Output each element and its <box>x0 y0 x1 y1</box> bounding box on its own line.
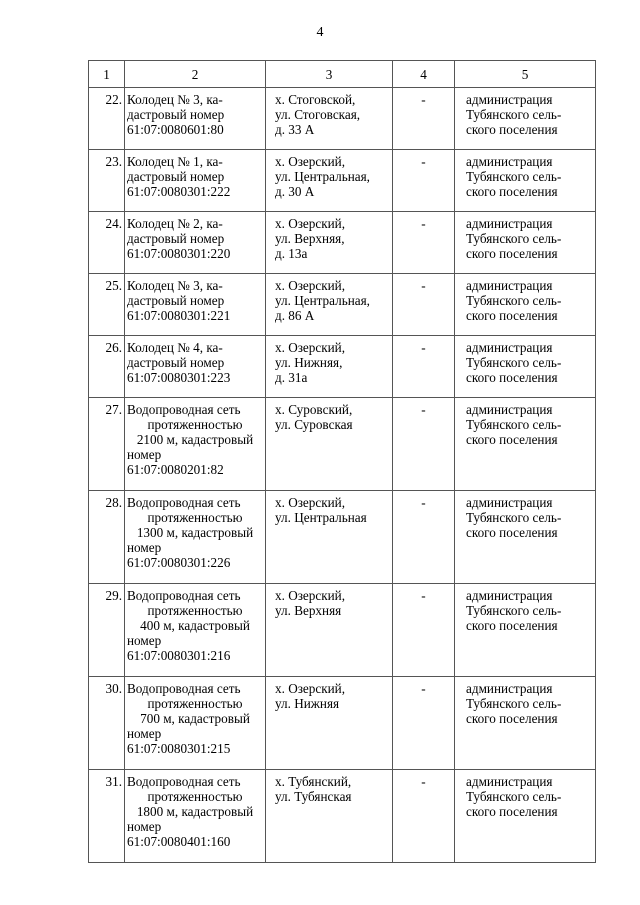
table-row <box>89 491 596 584</box>
row-number-cell: 24. <box>89 212 125 274</box>
table-row <box>89 274 596 336</box>
owner-line: администрация <box>466 588 553 603</box>
table-row <box>89 770 596 863</box>
object-description-line: Колодец № 4, ка- <box>127 340 223 355</box>
column-4-cell: - <box>393 88 455 150</box>
object-description-line: Водопроводная сеть <box>127 681 241 696</box>
object-description-line: 61:07:0080401:160 <box>127 834 231 849</box>
address-cell <box>266 584 393 677</box>
address-line: х. Озерский, <box>275 340 346 355</box>
object-description-cell <box>125 584 266 677</box>
object-description-line: дастровый номер <box>127 231 225 246</box>
address-line: ул. Стоговская, <box>275 107 361 122</box>
table-row <box>89 150 596 212</box>
row-number-cell: 25. <box>89 274 125 336</box>
table-row <box>89 677 596 770</box>
owner-line: администрация <box>466 495 553 510</box>
column-4-cell: - <box>393 677 455 770</box>
address-line: ул. Нижняя, <box>275 355 343 370</box>
address-cell <box>266 677 393 770</box>
object-description-line: Колодец № 2, ка- <box>127 216 223 231</box>
object-description-line: 2100 м, кадастровый <box>136 432 254 447</box>
object-description-line: дастровый номер <box>127 355 225 370</box>
address-cell <box>266 398 393 491</box>
owner-line: администрация <box>466 278 553 293</box>
object-description-line: 61:07:0080301:221 <box>127 308 231 323</box>
row-number-cell: 29. <box>89 584 125 677</box>
address-line: х. Озерский, <box>275 681 346 696</box>
header-cell-1: 1 <box>89 61 125 88</box>
address-cell <box>266 336 393 398</box>
object-description-line: дастровый номер <box>127 107 225 122</box>
address-line: х. Озерский, <box>275 495 346 510</box>
address-cell <box>266 770 393 863</box>
column-4-cell: - <box>393 770 455 863</box>
owner-line: Тубянского сель- <box>466 510 562 525</box>
object-description-line: Водопроводная сеть <box>127 588 241 603</box>
owner-line: ского поселения <box>466 711 558 726</box>
owner-line: ского поселения <box>466 184 558 199</box>
row-number-cell: 27. <box>89 398 125 491</box>
object-description-line: номер <box>127 447 162 462</box>
owner-line: администрация <box>466 774 553 789</box>
column-4-cell: - <box>393 150 455 212</box>
object-description-cell <box>125 677 266 770</box>
object-description-line: протяженностью <box>147 417 243 432</box>
object-description-line: 61:07:0080301:220 <box>127 246 231 261</box>
object-description-cell <box>125 491 266 584</box>
object-description-line: 61:07:0080301:216 <box>127 648 231 663</box>
address-line: х. Тубянский, <box>275 774 352 789</box>
column-4-cell: - <box>393 584 455 677</box>
object-description-line: Колодец № 3, ка- <box>127 278 223 293</box>
object-description-line: протяженностью <box>147 510 243 525</box>
address-line: х. Озерский, <box>275 278 346 293</box>
owner-cell <box>455 274 596 336</box>
address-line: ул. Тубянская <box>275 789 352 804</box>
object-description-line: 61:07:0080201:82 <box>127 462 224 477</box>
object-description-line: Водопроводная сеть <box>127 495 241 510</box>
owner-line: Тубянского сель- <box>466 293 562 308</box>
column-4-cell: - <box>393 212 455 274</box>
address-line: ул. Нижняя <box>275 696 340 711</box>
owner-line: Тубянского сель- <box>466 355 562 370</box>
address-line: х. Стоговской, <box>275 92 356 107</box>
address-line: д. 31а <box>275 370 308 385</box>
object-description-line: номер <box>127 540 162 555</box>
header-cell-2: 2 <box>125 61 266 88</box>
owner-line: Тубянского сель- <box>466 231 562 246</box>
row-number-cell: 28. <box>89 491 125 584</box>
address-line: д. 13а <box>275 246 308 261</box>
table-row <box>89 584 596 677</box>
column-4-cell: - <box>393 398 455 491</box>
owner-cell <box>455 584 596 677</box>
owner-line: Тубянского сель- <box>466 169 562 184</box>
owner-line: Тубянского сель- <box>466 603 562 618</box>
row-number-cell: 23. <box>89 150 125 212</box>
address-line: ул. Суровская <box>275 417 353 432</box>
address-line: х. Озерский, <box>275 216 346 231</box>
table-row <box>89 398 596 491</box>
object-description-line: 1300 м, кадастровый <box>136 525 254 540</box>
header-cell-5: 5 <box>455 61 596 88</box>
object-description-line: Колодец № 1, ка- <box>127 154 223 169</box>
owner-line: администрация <box>466 681 553 696</box>
row-number-cell: 30. <box>89 677 125 770</box>
owner-line: Тубянского сель- <box>466 696 562 711</box>
object-description-line: 1800 м, кадастровый <box>136 804 254 819</box>
address-line: д. 86 А <box>275 308 315 323</box>
owner-line: администрация <box>466 92 553 107</box>
table-row <box>89 212 596 274</box>
address-line: ул. Центральная, <box>275 169 370 184</box>
object-description-cell <box>125 274 266 336</box>
object-description-line: 61:07:0080301:222 <box>127 184 231 199</box>
table-row <box>89 88 596 150</box>
object-description-cell <box>125 150 266 212</box>
owner-line: Тубянского сель- <box>466 417 562 432</box>
owner-line: администрация <box>466 402 553 417</box>
object-description-cell <box>125 398 266 491</box>
object-description-line: дастровый номер <box>127 293 225 308</box>
owner-line: ского поселения <box>466 432 558 447</box>
owner-line: ского поселения <box>466 525 558 540</box>
header-cell-3: 3 <box>266 61 393 88</box>
column-4-cell: - <box>393 491 455 584</box>
table-row <box>89 336 596 398</box>
object-description-line: 400 м, кадастровый <box>140 618 250 633</box>
owner-line: администрация <box>466 154 553 169</box>
owner-line: Тубянского сель- <box>466 789 562 804</box>
property-registry-table <box>88 60 596 863</box>
address-line: ул. Центральная, <box>275 293 370 308</box>
object-description-cell <box>125 336 266 398</box>
address-cell <box>266 88 393 150</box>
owner-cell <box>455 491 596 584</box>
object-description-line: 61:07:0080301:223 <box>127 370 231 385</box>
owner-line: администрация <box>466 340 553 355</box>
row-number-cell: 22. <box>89 88 125 150</box>
object-description-line: номер <box>127 633 162 648</box>
address-line: х. Озерский, <box>275 154 346 169</box>
object-description-cell <box>125 212 266 274</box>
owner-line: ского поселения <box>466 308 558 323</box>
row-number-cell: 31. <box>89 770 125 863</box>
column-4-cell: - <box>393 336 455 398</box>
owner-cell <box>455 677 596 770</box>
page-number: 4 <box>316 25 324 40</box>
owner-cell <box>455 88 596 150</box>
address-line: ул. Центральная <box>275 510 367 525</box>
row-number-cell: 26. <box>89 336 125 398</box>
object-description-line: 700 м, кадастровый <box>140 711 250 726</box>
address-line: х. Озерский, <box>275 588 346 603</box>
object-description-line: 61:07:0080601:80 <box>127 122 224 137</box>
owner-line: ского поселения <box>466 246 558 261</box>
address-line: ул. Верхняя, <box>275 231 345 246</box>
owner-line: ского поселения <box>466 804 558 819</box>
address-line: д. 30 А <box>275 184 315 199</box>
object-description-line: Колодец № 3, ка- <box>127 92 223 107</box>
owner-cell <box>455 398 596 491</box>
address-line: д. 33 А <box>275 122 315 137</box>
owner-cell <box>455 770 596 863</box>
object-description-cell <box>125 770 266 863</box>
address-cell <box>266 150 393 212</box>
header-cell-4: 4 <box>393 61 455 88</box>
owner-line: ского поселения <box>466 122 558 137</box>
object-description-line: протяженностью <box>147 603 243 618</box>
column-4-cell: - <box>393 274 455 336</box>
address-cell <box>266 274 393 336</box>
object-description-line: номер <box>127 726 162 741</box>
owner-cell <box>455 150 596 212</box>
object-description-line: 61:07:0080301:215 <box>127 741 231 756</box>
owner-cell <box>455 212 596 274</box>
object-description-line: номер <box>127 819 162 834</box>
address-line: ул. Верхняя <box>275 603 342 618</box>
address-cell <box>266 212 393 274</box>
owner-cell <box>455 336 596 398</box>
object-description-line: дастровый номер <box>127 169 225 184</box>
owner-line: Тубянского сель- <box>466 107 562 122</box>
object-description-cell <box>125 88 266 150</box>
owner-line: ского поселения <box>466 370 558 385</box>
table-header-row <box>89 61 596 88</box>
object-description-line: протяженностью <box>147 696 243 711</box>
object-description-line: протяженностью <box>147 789 243 804</box>
object-description-line: 61:07:0080301:226 <box>127 555 231 570</box>
object-description-line: Водопроводная сеть <box>127 402 241 417</box>
address-cell <box>266 491 393 584</box>
owner-line: ского поселения <box>466 618 558 633</box>
owner-line: администрация <box>466 216 553 231</box>
object-description-line: Водопроводная сеть <box>127 774 241 789</box>
address-line: х. Суровский, <box>275 402 353 417</box>
